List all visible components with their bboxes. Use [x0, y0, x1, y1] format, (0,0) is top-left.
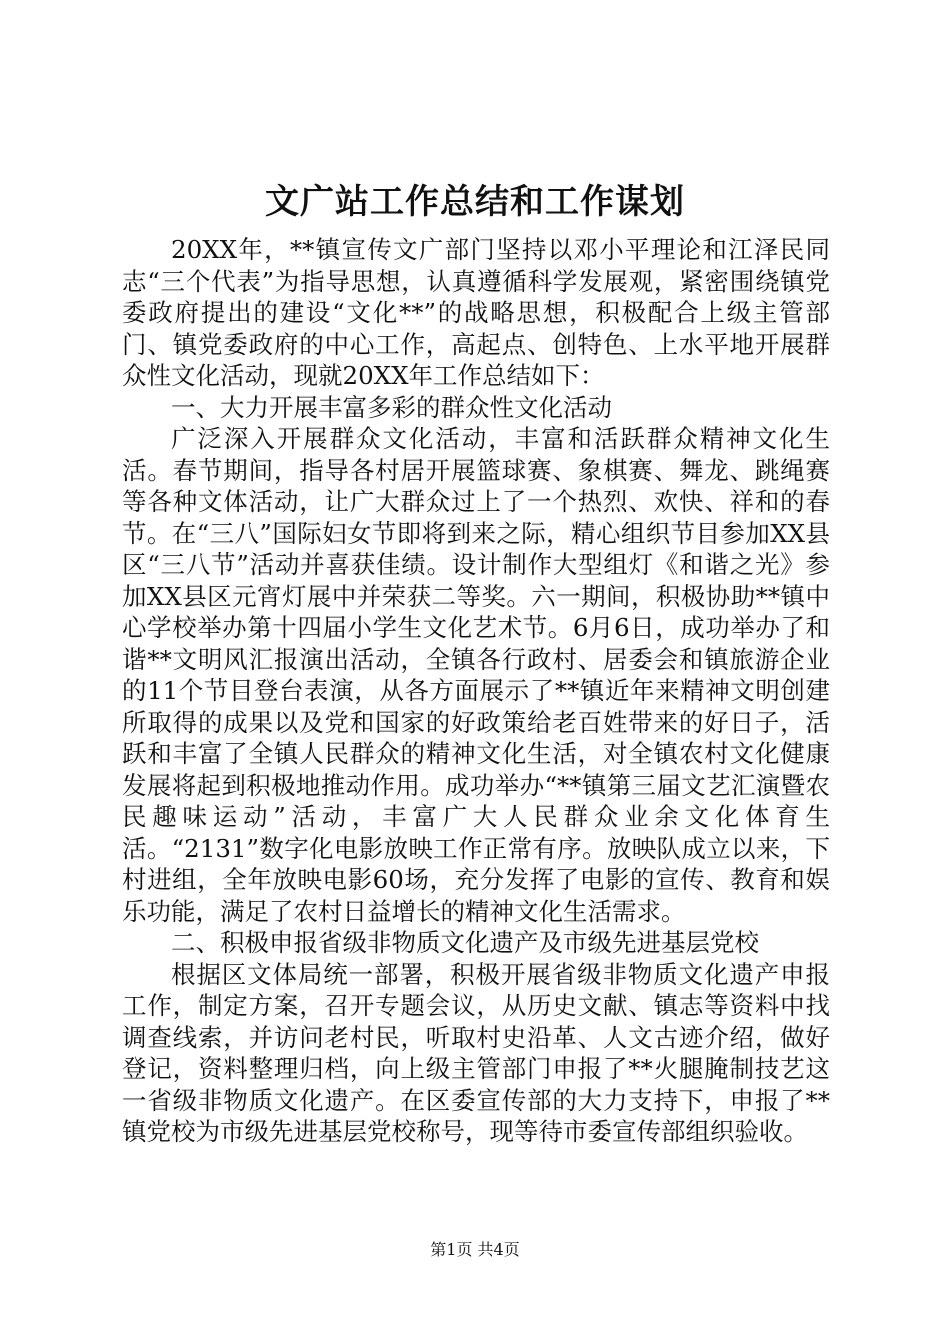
document-body — [122, 234, 830, 1148]
document-title: 文广站工作总结和工作谋划 — [265, 182, 685, 222]
section-1-paragraph: 广泛深入开展群众文化活动，丰富和活跃群众精神文化生活。春节期间，指导各村居开展篮球赛、象棋赛、舞龙、跳绳赛等各种文体活动，让广大群众过上了一个热烈、欢快、祥和的春节。在“三八”国际妇女节即将到来之际，精心组织节目参加XX县区“三八节”活动并喜获佳绩。设计制作大型组灯《和谐之光》参加XX县区元宵灯展中并荣获二等奖。六一期间，积极协助**镇中心学校举办第十四届小学生文化艺术节。6月6日，成功举办了和谐**文明风汇报演出活动，全镇各行政村、居委会和镇旅游企业的11个节目登台表演，从各方面展示了**镇近年来精神文明创建所取得的成果以及党和国家的好政策给老百姓带来的好日子，活跃和丰富了全镇人民群众的精神文化生活，对全镇农村文化健康发展将起到积极地推动作用。成功举办“**镇第三届文艺汇演暨农民趣味运动”活动，丰富广大人民群众业余文化体育生活。“2131”数字化电影放映工作正常有序。放映队成立以来，下村进组，全年放映电影60场，充分发挥了电影的宣传、教育和娱乐功能，满足了农村日益增长的精神文化生活需求。 — [122, 424, 830, 926]
section-2-paragraph: 根据区文体局统一部署，积极开展省级非物质文化遗产申报工作，制定方案，召开专题会议，从历史文献、镇志等资料中找调查线索，并访问老村民，听取村史沿革、人文古迹介绍，做好登记，资料整理归档，向上级主管部门申报了**火腿腌制技艺这一省级非物质文化遗产。在区委宣传部的大力支持下，申报了**镇党校为市级先进基层党校称号，现等待市委宣传部组织验收。 — [122, 959, 830, 1146]
section-heading-1: 一、大力开展丰富多彩的群众性文化活动 — [171, 392, 612, 422]
section-heading-2: 二、积极申报省级非物质文化遗产及市级先进基层党校 — [171, 928, 759, 957]
page-footer: 第1页 共4页 — [430, 1240, 520, 1259]
intro-paragraph: 20XX年，**镇宣传文广部门坚持以邓小平理论和江泽民同志“三个代表”为指导思想，认真遵循科学发展观，紧密围绕镇党委政府提出的建设“文化**”的战略思想，积极配合上级主管部门、镇党委政府的中心工作，高起点、创特色、上水平地开展群众性文化活动，现就20XX年工作总结如下： — [122, 235, 830, 390]
